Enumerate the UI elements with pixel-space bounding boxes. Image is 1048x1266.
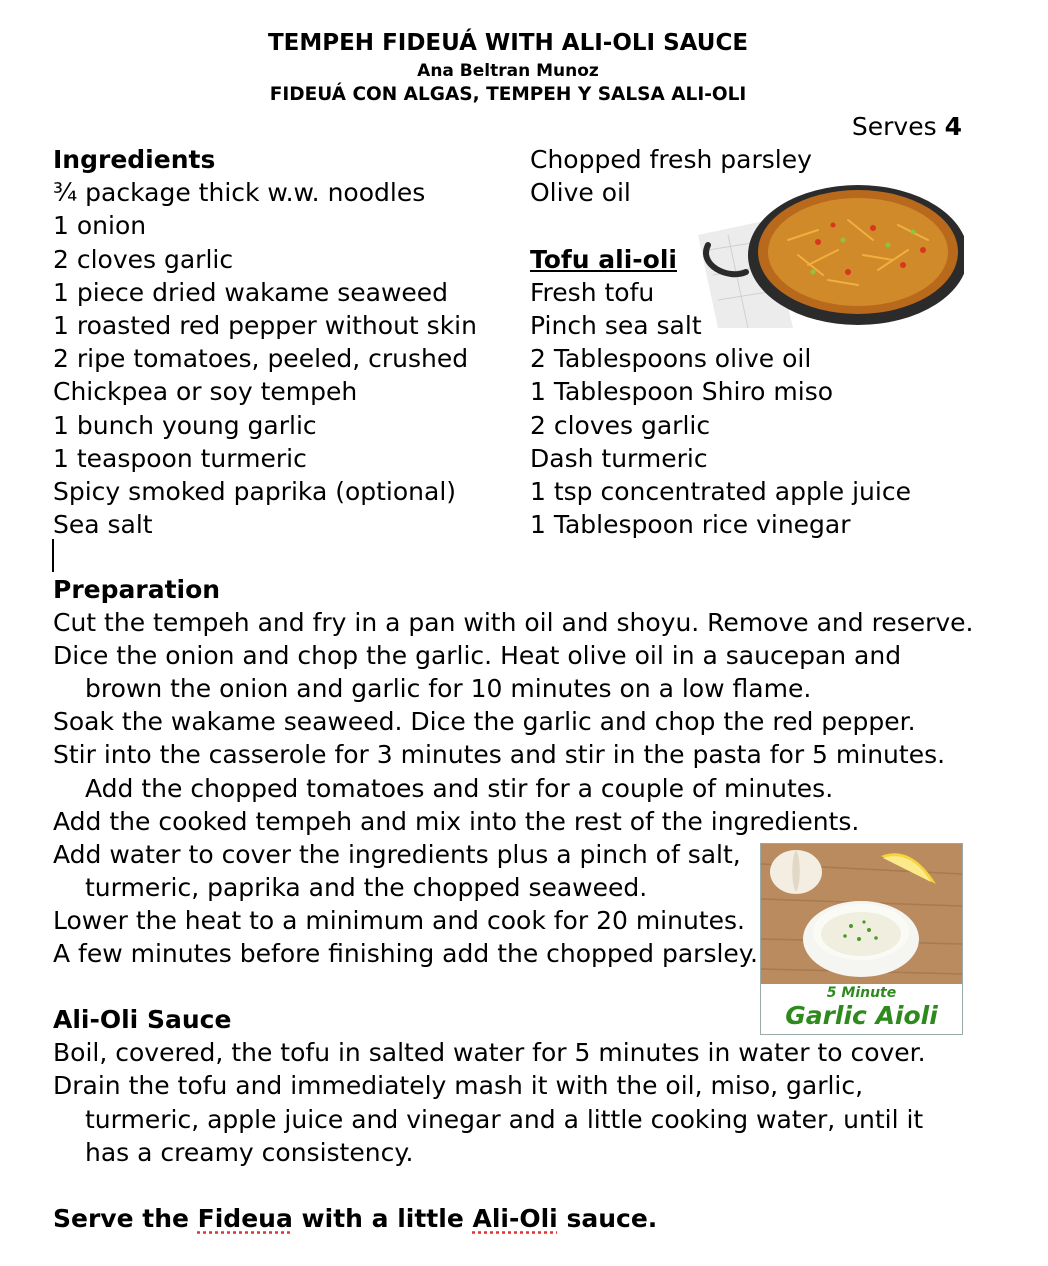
sauce-line: has a creamy consistency.	[85, 1137, 414, 1167]
preparation-line: Dice the onion and chop the garlic. Heat olive oil in a saucepan and	[53, 641, 902, 671]
fideua-pan-image	[698, 180, 964, 328]
closing-fideua: Fideua	[197, 1203, 293, 1233]
ingredient-item: Sea salt	[53, 510, 153, 540]
ingredient-item: 1 roasted red pepper without skin	[53, 311, 477, 341]
ingredient-item: 1 bunch young garlic	[53, 410, 317, 440]
garlic-bulb	[770, 850, 822, 894]
aioli-photo	[761, 844, 962, 984]
tofu-item: 1 Tablespoon Shiro miso	[530, 377, 834, 407]
closing-suffix: sauce.	[557, 1203, 658, 1233]
serves-count: 4	[944, 112, 962, 141]
tofu-item: Pinch sea salt	[530, 311, 702, 341]
sauce-line: Boil, covered, the tofu in salted water for 5 minutes in water to cover.	[53, 1038, 926, 1068]
ingredient-item: Chopped fresh parsley	[530, 145, 812, 174]
preparation-line: Soak the wakame seaweed. Dice the garlic and chop the red pepper.	[53, 707, 916, 737]
ingredient-item: Spicy smoked paprika (optional)	[53, 477, 457, 507]
preparation-line: Cut the tempeh and fry in a pan with oil and shoyu. Remove and reserve.	[53, 608, 974, 638]
preparation-line: Add water to cover the ingredients plus a pinch of salt,	[53, 839, 741, 869]
ingredient-item: 1 piece dried wakame seaweed	[53, 277, 449, 307]
ingredient-item: 2 ripe tomatoes, peeled, crushed	[53, 344, 469, 374]
text-cursor	[52, 539, 54, 572]
recipe-author: Ana Beltran Munoz	[417, 61, 599, 81]
sauce-line: Drain the tofu and immediately mash it with the oil, miso, garlic,	[53, 1071, 864, 1101]
tofu-item: 2 Tablespoons olive oil	[530, 344, 812, 374]
preparation-line: brown the onion and garlic for 10 minutes on a low flame.	[85, 674, 812, 704]
aioli-caption	[761, 984, 962, 1034]
ingredients-heading: Ingredients	[53, 145, 216, 174]
tofu-item: 1 tsp concentrated apple juice	[530, 477, 911, 507]
closing-prefix: Serve the	[53, 1203, 198, 1233]
preparation-heading: Preparation	[53, 575, 221, 604]
ingredient-item: Olive oil	[530, 178, 631, 208]
preparation-line: Lower the heat to a minimum and cook for 20 minutes.	[53, 905, 745, 935]
ingredients-list	[53, 143, 477, 541]
tofu-item: Fresh tofu	[530, 277, 655, 307]
aioli-caption-big: Garlic Aioli	[785, 1001, 938, 1030]
serves-label: Serves	[851, 112, 937, 141]
preparation-line: Add the chopped tomatoes and stir for a couple of minutes.	[85, 773, 834, 803]
preparation-line: turmeric, paprika and the chopped seaweed.	[85, 872, 648, 902]
recipe-title: TEMPEH FIDEUÁ WITH ALI-OLI SAUCE	[267, 30, 749, 56]
preparation-line: Stir into the casserole for 3 minutes and stir in the pasta for 5 minutes.	[53, 740, 946, 770]
sauce-heading: Ali-Oli Sauce	[53, 1005, 232, 1035]
ingredient-item: 2 cloves garlic	[53, 244, 234, 274]
tofu-item: 1 Tablespoon rice vinegar	[530, 510, 851, 540]
closing-middle: with a little	[292, 1203, 473, 1233]
ingredient-item: 1 onion	[53, 211, 147, 241]
closing-alioli: Ali-Oli	[472, 1203, 558, 1233]
ingredient-item: ¾ package thick w.w. noodles	[53, 178, 426, 208]
preparation-line: Add the cooked tempeh and mix into the rest of the ingredients.	[53, 806, 860, 836]
garlic-aioli-image	[760, 843, 963, 1035]
preparation-line: A few minutes before finishing add the chopped parsley.	[53, 939, 758, 969]
serves-info	[852, 112, 962, 141]
spacer	[53, 1169, 973, 1202]
closing-line	[53, 1202, 973, 1235]
tofu-item: Dash turmeric	[530, 443, 708, 473]
ingredient-item: 1 teaspoon turmeric	[53, 443, 307, 473]
ingredient-item: Chickpea or soy tempeh	[53, 377, 358, 407]
sauce-line: turmeric, apple juice and vinegar and a little cooking water, until it	[85, 1104, 924, 1134]
aioli-caption-small: 5 Minute	[826, 985, 897, 1001]
tofu-item: 2 cloves garlic	[530, 410, 711, 440]
recipe-subtitle: FIDEUÁ CON ALGAS, TEMPEH Y SALSA ALI-OLI	[269, 84, 747, 105]
tofu-heading: Tofu ali-oli	[530, 244, 677, 274]
